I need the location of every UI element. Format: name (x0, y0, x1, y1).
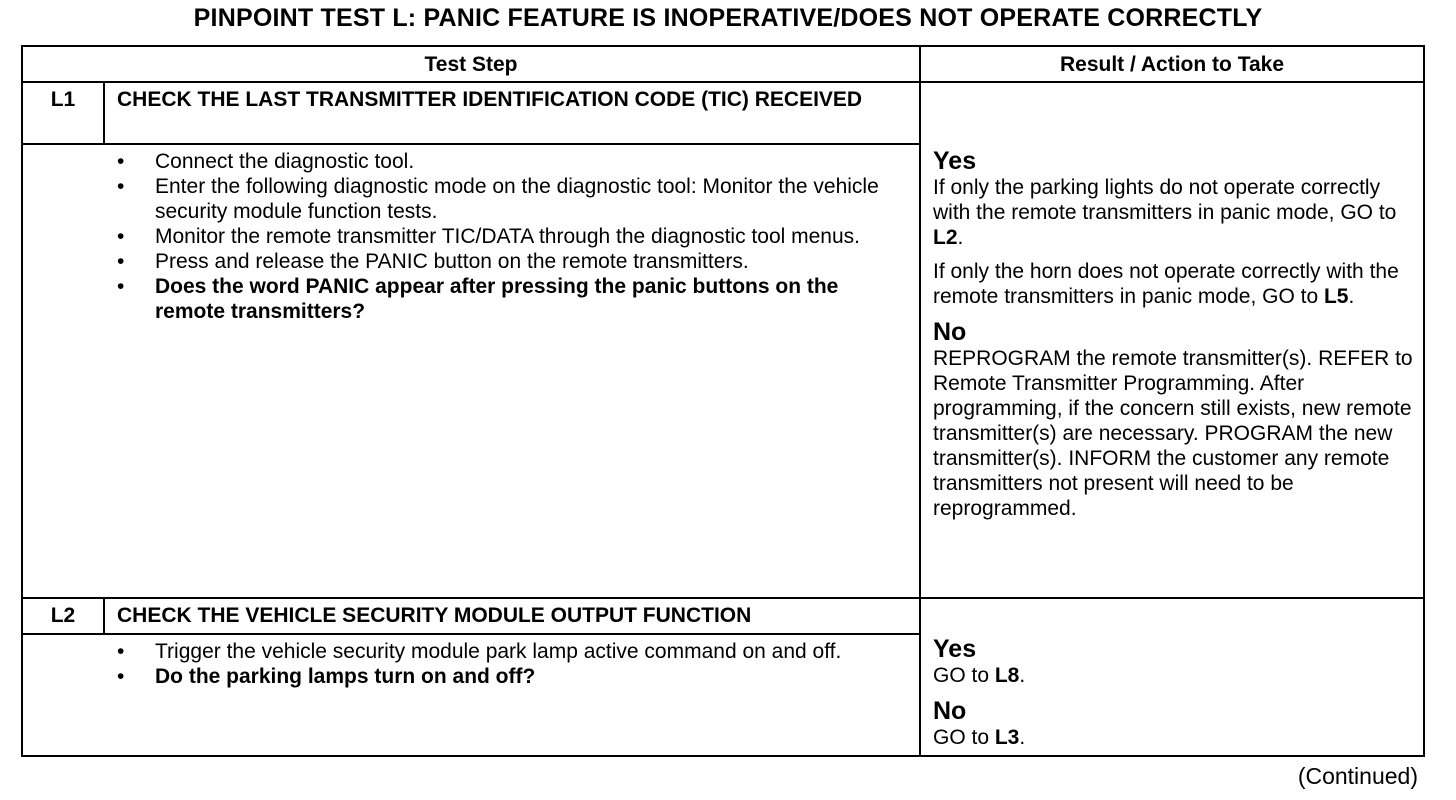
no-action-text: REPROGRAM the remote transmitter(s). REFER to Remote Transmitter Programming. After programming, if the concern still exists, new remote transmitter(s) are necessary. PROGRAM the new transmitter(s). INFORM the customer any remote transmitters not present will need to be reprogrammed. (933, 347, 1413, 520)
continued-note: (Continued) (1297, 763, 1418, 789)
step-l2-title-row (22, 598, 1424, 634)
yes-action: GO to L8. (933, 664, 1026, 687)
yes-action-text: If only the horn does not operate correctly with the remote transmitters in panic mode, GO to (933, 260, 1399, 308)
step-l2-result (920, 598, 1424, 756)
instruction-item: • Enter the following diagnostic mode on the diagnostic tool: Monitor the vehicle security module function tests. (23, 174, 879, 224)
instruction-item: • Trigger the vehicle security module park lamp active command on and off. (23, 639, 879, 664)
no-label: No (933, 697, 967, 725)
no-action-text: GO to (933, 726, 995, 749)
pinpoint-test-table (21, 45, 1425, 757)
instruction-item: • Connect the diagnostic tool. (23, 149, 879, 174)
page-title: PINPOINT TEST L: PANIC FEATURE IS INOPERATIVE/DOES NOT OPERATE CORRECTLY (193, 4, 1263, 32)
yes-action-ref: L2 (933, 226, 958, 249)
step-id: L1 (22, 82, 104, 144)
yes-action: If only the parking lights do not operate correctly with the remote transmitters in panic mode, GO to L2. (933, 176, 1397, 249)
header-result-action: Result / Action to Take (920, 46, 1424, 82)
header-test-step: Test Step (22, 46, 920, 82)
yes-label: Yes (933, 147, 977, 175)
yes-action-text: If only the parking lights do not operate correctly with the remote transmitters in panic mode, GO to (933, 176, 1397, 224)
step-title: CHECK THE VEHICLE SECURITY MODULE OUTPUT FUNCTION (104, 598, 920, 634)
step-l1-instructions (22, 144, 920, 598)
no-action: GO to L3. (933, 726, 1026, 749)
step-question: • Does the word PANIC appear after pressing the panic buttons on the remote transmitters? (23, 274, 879, 324)
no-label: No (933, 318, 967, 346)
instruction-item: • Monitor the remote transmitter TIC/DATA through the diagnostic tool menus. (23, 224, 879, 249)
yes-action-text: GO to (933, 664, 995, 687)
yes-label: Yes (933, 635, 977, 663)
table-header-row (22, 46, 1424, 82)
no-action-ref: L3 (994, 726, 1020, 749)
yes-action: If only the horn does not operate correctly with the remote transmitters in panic mode, GO to L5. (933, 260, 1399, 308)
step-l1-result (920, 82, 1424, 598)
yes-action-ref: L8 (994, 664, 1020, 687)
step-id: L2 (22, 598, 104, 634)
instruction-item: • Press and release the PANIC button on the remote transmitters. (23, 249, 879, 274)
step-title: CHECK THE LAST TRANSMITTER IDENTIFICATION CODE (TIC) RECEIVED (104, 82, 920, 144)
step-l1-title-row (22, 82, 1424, 144)
step-l2-instructions (22, 634, 920, 756)
yes-action-ref: L5 (1323, 285, 1349, 308)
step-question: • Do the parking lamps turn on and off? (23, 664, 879, 689)
